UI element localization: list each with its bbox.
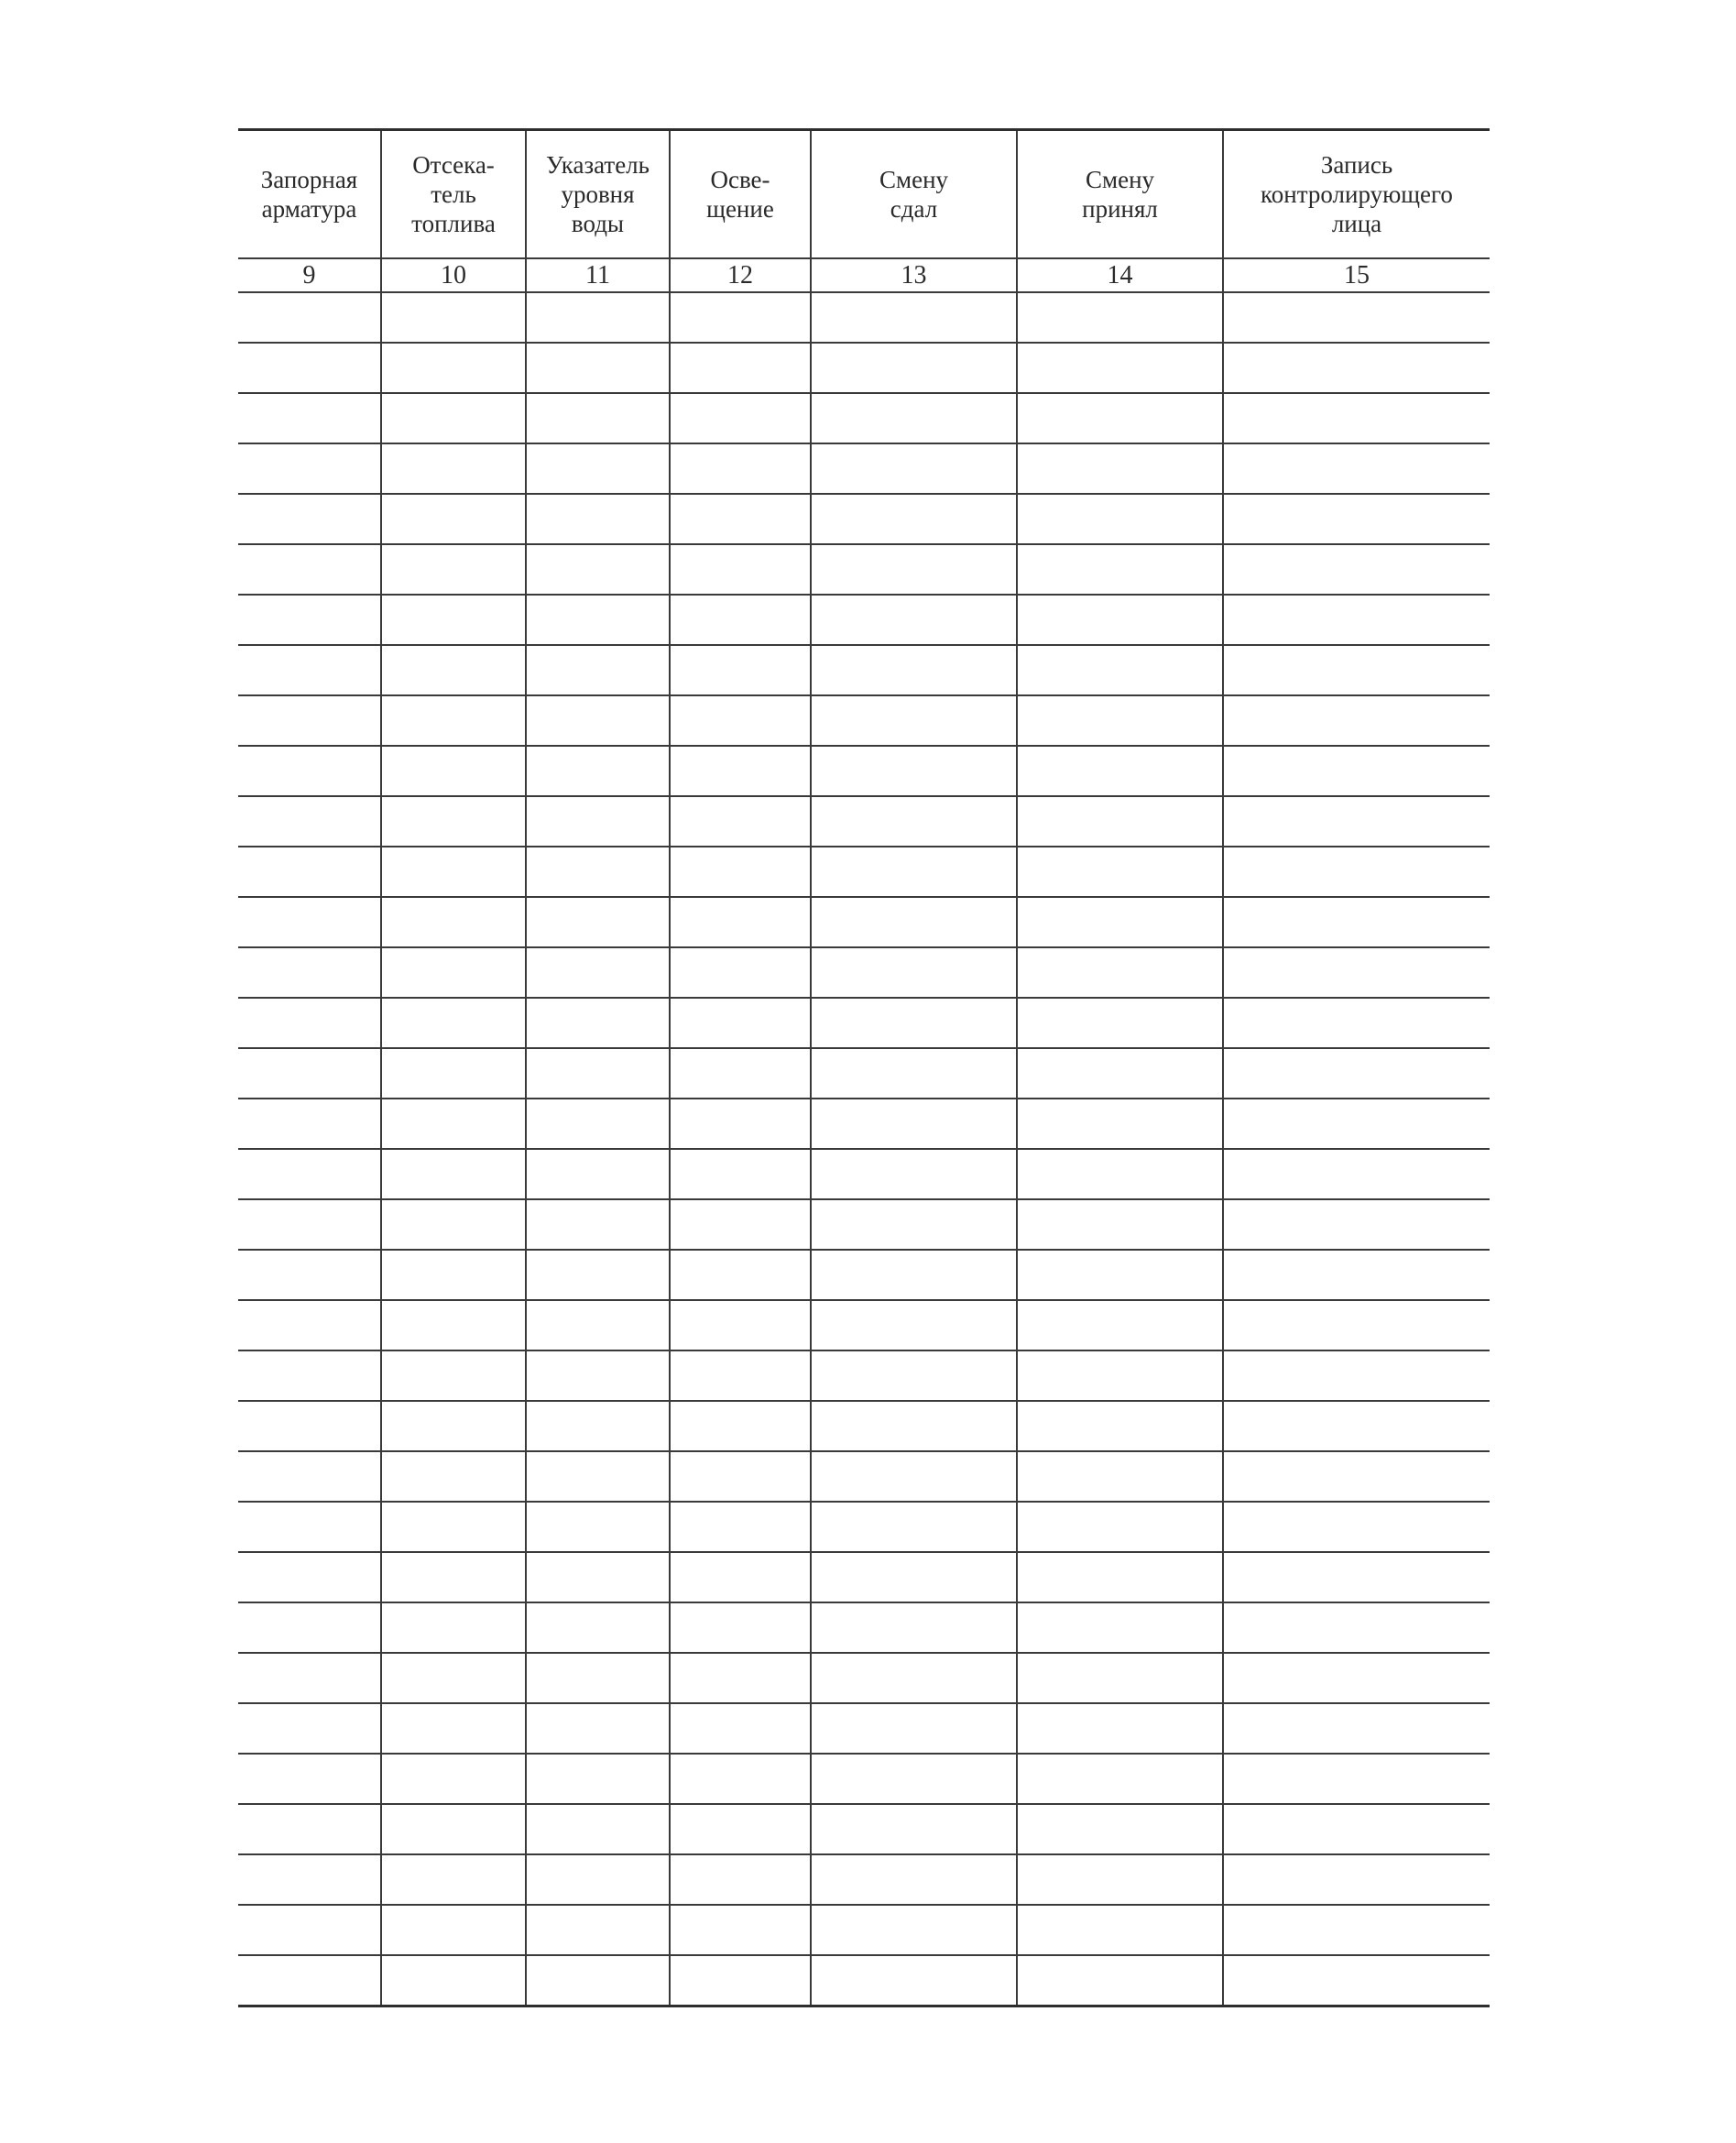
table-cell[interactable] <box>1017 746 1223 796</box>
table-row <box>238 1703 1490 1754</box>
table-row <box>238 1502 1490 1552</box>
table-cell[interactable] <box>381 695 526 746</box>
table-row <box>238 1451 1490 1502</box>
table-row <box>238 746 1490 796</box>
table-cell[interactable] <box>1223 343 1490 393</box>
header-cell-lighting <box>670 130 811 259</box>
table-row <box>238 1199 1490 1250</box>
table-cell[interactable] <box>811 1602 1017 1653</box>
table-cell[interactable] <box>526 947 670 998</box>
table-cell[interactable] <box>238 393 381 443</box>
header-label: Запись контролирующего лица <box>1261 151 1453 237</box>
table-cell[interactable] <box>1223 393 1490 443</box>
table-cell[interactable] <box>1017 1300 1223 1350</box>
table-cell[interactable] <box>381 1048 526 1099</box>
table-cell[interactable] <box>238 695 381 746</box>
table-cell[interactable] <box>381 897 526 947</box>
table-cell[interactable] <box>381 494 526 544</box>
table-row <box>238 1149 1490 1199</box>
table-cell[interactable] <box>1223 1804 1490 1854</box>
table-cell[interactable] <box>238 1854 381 1905</box>
table-cell[interactable] <box>238 847 381 897</box>
table-cell[interactable] <box>1017 544 1223 595</box>
table-cell[interactable] <box>811 1804 1017 1854</box>
table-row <box>238 1099 1490 1149</box>
table-row <box>238 595 1490 645</box>
table-cell[interactable] <box>811 1250 1017 1300</box>
table-cell[interactable] <box>1223 1854 1490 1905</box>
table-cell[interactable] <box>381 1451 526 1502</box>
table-cell[interactable] <box>1017 443 1223 494</box>
table-cell[interactable] <box>1017 998 1223 1048</box>
table-cell[interactable] <box>238 343 381 393</box>
table-cell[interactable] <box>1017 1048 1223 1099</box>
table-cell[interactable] <box>1017 897 1223 947</box>
table-cell[interactable] <box>1017 1552 1223 1602</box>
table-cell[interactable] <box>1017 1854 1223 1905</box>
table-cell[interactable] <box>1017 1955 1223 2006</box>
table-cell[interactable] <box>238 1048 381 1099</box>
table-cell[interactable] <box>1223 595 1490 645</box>
table-cell[interactable] <box>238 595 381 645</box>
table-cell[interactable] <box>1017 796 1223 847</box>
table-cell[interactable] <box>811 746 1017 796</box>
table-cell[interactable] <box>526 796 670 847</box>
column-number: 10 <box>381 258 526 292</box>
table-row <box>238 847 1490 897</box>
table-cell[interactable] <box>670 1955 811 2006</box>
table-cell[interactable] <box>526 1149 670 1199</box>
table-cell[interactable] <box>381 1804 526 1854</box>
table-cell[interactable] <box>381 1854 526 1905</box>
table-cell[interactable] <box>670 1754 811 1804</box>
table-cell[interactable] <box>1223 847 1490 897</box>
table-cell[interactable] <box>381 1099 526 1149</box>
table-cell[interactable] <box>526 443 670 494</box>
table-row <box>238 1350 1490 1401</box>
table-cell[interactable] <box>1223 1905 1490 1955</box>
table-cell[interactable] <box>811 1502 1017 1552</box>
table-cell[interactable] <box>811 1199 1017 1250</box>
table-cell[interactable] <box>1017 1905 1223 1955</box>
table-row <box>238 1602 1490 1653</box>
table-cell[interactable] <box>238 796 381 847</box>
table-cell[interactable] <box>381 1199 526 1250</box>
table-cell[interactable] <box>1223 695 1490 746</box>
header-cell-inspector-record <box>1223 130 1490 259</box>
table-cell[interactable] <box>1223 947 1490 998</box>
column-number: 15 <box>1223 258 1490 292</box>
table-row <box>238 1754 1490 1804</box>
table-cell[interactable] <box>381 847 526 897</box>
table-cell[interactable] <box>381 343 526 393</box>
table-cell[interactable] <box>1017 695 1223 746</box>
table-cell[interactable] <box>811 1955 1017 2006</box>
header-label: Смену принял <box>1082 166 1158 223</box>
table-cell[interactable] <box>1223 1149 1490 1199</box>
table-row <box>238 998 1490 1048</box>
table-cell[interactable] <box>238 443 381 494</box>
table-cell[interactable] <box>1017 1199 1223 1250</box>
table-row <box>238 947 1490 998</box>
table-cell[interactable] <box>670 1602 811 1653</box>
table-row <box>238 393 1490 443</box>
table-cell[interactable] <box>526 1602 670 1653</box>
column-number: 9 <box>238 258 381 292</box>
table-cell[interactable] <box>526 1905 670 1955</box>
table-cell[interactable] <box>381 544 526 595</box>
table-row <box>238 1955 1490 2006</box>
table-cell[interactable] <box>381 1149 526 1199</box>
table-cell[interactable] <box>811 1350 1017 1401</box>
table-cell[interactable] <box>811 947 1017 998</box>
table-cell[interactable] <box>1223 645 1490 695</box>
table-cell[interactable] <box>381 1552 526 1602</box>
table-cell[interactable] <box>670 343 811 393</box>
table-cell[interactable] <box>1223 1401 1490 1451</box>
table-cell[interactable] <box>1223 746 1490 796</box>
table-cell[interactable] <box>526 847 670 897</box>
table-cell[interactable] <box>381 1703 526 1754</box>
table-cell[interactable] <box>670 1300 811 1350</box>
table-cell[interactable] <box>526 595 670 645</box>
table-cell[interactable] <box>526 1099 670 1149</box>
table-cell[interactable] <box>811 1048 1017 1099</box>
table-row <box>238 292 1490 343</box>
table-cell[interactable] <box>811 1905 1017 1955</box>
table-cell[interactable] <box>811 1703 1017 1754</box>
table-cell[interactable] <box>811 443 1017 494</box>
table-cell[interactable] <box>526 292 670 343</box>
table-cell[interactable] <box>1017 1451 1223 1502</box>
table-cell[interactable] <box>238 746 381 796</box>
table-row <box>238 343 1490 393</box>
table-cell[interactable] <box>1223 544 1490 595</box>
table-cell[interactable] <box>526 1350 670 1401</box>
table-cell[interactable] <box>811 1401 1017 1451</box>
table-cell[interactable] <box>381 947 526 998</box>
header-cell-shift-handed-over <box>811 130 1017 259</box>
table-cell[interactable] <box>670 998 811 1048</box>
table-cell[interactable] <box>1017 1703 1223 1754</box>
table-cell[interactable] <box>1017 1754 1223 1804</box>
header-cell-shift-accepted <box>1017 130 1223 259</box>
table-cell[interactable] <box>670 1804 811 1854</box>
table-cell[interactable] <box>381 998 526 1048</box>
table-cell[interactable] <box>526 1653 670 1703</box>
table-cell[interactable] <box>381 443 526 494</box>
table-cell[interactable] <box>238 1653 381 1703</box>
header-cell-shutoff-valves <box>238 130 381 259</box>
table-cell[interactable] <box>381 1653 526 1703</box>
table-cell[interactable] <box>526 1552 670 1602</box>
table-cell[interactable] <box>381 1955 526 2006</box>
table-cell[interactable] <box>381 1905 526 1955</box>
table-cell[interactable] <box>526 1300 670 1350</box>
log-table <box>238 128 1490 2007</box>
table-cell[interactable] <box>1017 1401 1223 1451</box>
table-cell[interactable] <box>1017 292 1223 343</box>
table-cell[interactable] <box>381 746 526 796</box>
table-cell[interactable] <box>670 645 811 695</box>
table-row <box>238 443 1490 494</box>
table-cell[interactable] <box>381 1350 526 1401</box>
table-cell[interactable] <box>238 494 381 544</box>
table-cell[interactable] <box>1017 393 1223 443</box>
header-cell-water-level-indicator <box>526 130 670 259</box>
table-cell[interactable] <box>1017 595 1223 645</box>
column-number: 12 <box>670 258 811 292</box>
column-number-row <box>238 258 1490 292</box>
table-cell[interactable] <box>381 1602 526 1653</box>
table-cell[interactable] <box>238 1350 381 1401</box>
table-cell[interactable] <box>670 847 811 897</box>
table-cell[interactable] <box>811 544 1017 595</box>
table-cell[interactable] <box>670 1502 811 1552</box>
table-cell[interactable] <box>238 1905 381 1955</box>
table-cell[interactable] <box>811 494 1017 544</box>
table-cell[interactable] <box>1223 1048 1490 1099</box>
table-cell[interactable] <box>526 393 670 443</box>
table-cell[interactable] <box>526 1048 670 1099</box>
table-cell[interactable] <box>1017 1250 1223 1300</box>
table-cell[interactable] <box>526 897 670 947</box>
table-cell[interactable] <box>1223 1300 1490 1350</box>
table-cell[interactable] <box>238 897 381 947</box>
table-cell[interactable] <box>1223 1250 1490 1300</box>
header-label: Запорная арматура <box>260 166 358 223</box>
table-cell[interactable] <box>1017 1804 1223 1854</box>
table-cell[interactable] <box>238 1099 381 1149</box>
table-cell[interactable] <box>1017 1653 1223 1703</box>
table-cell[interactable] <box>670 1653 811 1703</box>
table-cell[interactable] <box>1223 443 1490 494</box>
table-row <box>238 1653 1490 1703</box>
table-cell[interactable] <box>1017 947 1223 998</box>
table-cell[interactable] <box>1223 897 1490 947</box>
table-row <box>238 1854 1490 1905</box>
table-cell[interactable] <box>1017 1149 1223 1199</box>
table-cell[interactable] <box>670 443 811 494</box>
table-cell[interactable] <box>1017 494 1223 544</box>
column-number: 11 <box>526 258 670 292</box>
table-row <box>238 695 1490 746</box>
table-cell[interactable] <box>1223 796 1490 847</box>
table-cell[interactable] <box>1223 292 1490 343</box>
table-cell[interactable] <box>526 998 670 1048</box>
table-cell[interactable] <box>1223 998 1490 1048</box>
table-cell[interactable] <box>811 1099 1017 1149</box>
table-cell[interactable] <box>670 1350 811 1401</box>
table-cell[interactable] <box>238 1300 381 1350</box>
table-cell[interactable] <box>670 544 811 595</box>
table-cell[interactable] <box>238 1804 381 1854</box>
table-cell[interactable] <box>1223 494 1490 544</box>
table-cell[interactable] <box>811 998 1017 1048</box>
table-cell[interactable] <box>811 1451 1017 1502</box>
table-cell[interactable] <box>526 1804 670 1854</box>
table-cell[interactable] <box>670 1250 811 1300</box>
table-cell[interactable] <box>1223 1502 1490 1552</box>
table-cell[interactable] <box>1017 1099 1223 1149</box>
table-cell[interactable] <box>811 1653 1017 1703</box>
table-cell[interactable] <box>1223 1703 1490 1754</box>
table-cell[interactable] <box>811 1854 1017 1905</box>
table-cell[interactable] <box>526 1754 670 1804</box>
table-cell[interactable] <box>381 645 526 695</box>
table-cell[interactable] <box>811 1149 1017 1199</box>
table-cell[interactable] <box>811 343 1017 393</box>
table-cell[interactable] <box>238 1199 381 1250</box>
table-cell[interactable] <box>811 695 1017 746</box>
table-cell[interactable] <box>670 897 811 947</box>
table-cell[interactable] <box>526 1502 670 1552</box>
table-cell[interactable] <box>238 1401 381 1451</box>
table-row <box>238 1048 1490 1099</box>
header-label: Осве- щение <box>706 166 774 223</box>
table-cell[interactable] <box>238 1149 381 1199</box>
column-number: 13 <box>811 258 1017 292</box>
table-row <box>238 897 1490 947</box>
table-cell[interactable] <box>670 494 811 544</box>
table-cell[interactable] <box>670 1905 811 1955</box>
table-cell[interactable] <box>526 1401 670 1451</box>
table-cell[interactable] <box>381 796 526 847</box>
table-cell[interactable] <box>526 343 670 393</box>
column-number: 14 <box>1017 258 1223 292</box>
table-cell[interactable] <box>526 1199 670 1250</box>
table-cell[interactable] <box>670 595 811 645</box>
table-cell[interactable] <box>238 998 381 1048</box>
table-row <box>238 796 1490 847</box>
table-cell[interactable] <box>1223 1199 1490 1250</box>
table-cell[interactable] <box>670 796 811 847</box>
table-cell[interactable] <box>1223 1602 1490 1653</box>
table-cell[interactable] <box>381 595 526 645</box>
table-cell[interactable] <box>381 1401 526 1451</box>
table-cell[interactable] <box>811 393 1017 443</box>
table-cell[interactable] <box>1223 1552 1490 1602</box>
table-cell[interactable] <box>811 1552 1017 1602</box>
table-cell[interactable] <box>526 1250 670 1300</box>
header-cell-fuel-cutoff <box>381 130 526 259</box>
table-cell[interactable] <box>1223 1955 1490 2006</box>
table-cell[interactable] <box>670 1703 811 1754</box>
table-cell[interactable] <box>526 494 670 544</box>
table-body <box>238 292 1490 2006</box>
table-cell[interactable] <box>238 1754 381 1804</box>
table-cell[interactable] <box>670 947 811 998</box>
table-cell[interactable] <box>238 947 381 998</box>
table-cell[interactable] <box>238 292 381 343</box>
table-cell[interactable] <box>811 796 1017 847</box>
table-cell[interactable] <box>381 1502 526 1552</box>
table-cell[interactable] <box>526 1955 670 2006</box>
table-cell[interactable] <box>526 645 670 695</box>
header-label: Отсека- тель топлива <box>411 151 496 237</box>
table-cell[interactable] <box>670 1199 811 1250</box>
table-cell[interactable] <box>1223 1653 1490 1703</box>
table-cell[interactable] <box>381 1250 526 1300</box>
table-cell[interactable] <box>238 1451 381 1502</box>
table-row <box>238 645 1490 695</box>
table-cell[interactable] <box>238 1602 381 1653</box>
table-cell[interactable] <box>811 292 1017 343</box>
table-cell[interactable] <box>1017 1502 1223 1552</box>
table-cell[interactable] <box>670 393 811 443</box>
table-cell[interactable] <box>526 746 670 796</box>
table-cell[interactable] <box>811 645 1017 695</box>
table-cell[interactable] <box>381 1300 526 1350</box>
table-cell[interactable] <box>238 1552 381 1602</box>
table-cell[interactable] <box>1223 1451 1490 1502</box>
table-cell[interactable] <box>670 1451 811 1502</box>
table-cell[interactable] <box>811 595 1017 645</box>
table-cell[interactable] <box>811 897 1017 947</box>
table-cell[interactable] <box>238 1703 381 1754</box>
table-cell[interactable] <box>670 1401 811 1451</box>
table-cell[interactable] <box>670 746 811 796</box>
table-cell[interactable] <box>1017 645 1223 695</box>
table-cell[interactable] <box>526 544 670 595</box>
table-cell[interactable] <box>381 393 526 443</box>
table-cell[interactable] <box>1017 1602 1223 1653</box>
header-row <box>238 130 1490 259</box>
table-cell[interactable] <box>381 292 526 343</box>
table-cell[interactable] <box>526 1451 670 1502</box>
table-row <box>238 1905 1490 1955</box>
table-cell[interactable] <box>670 292 811 343</box>
table-cell[interactable] <box>670 1552 811 1602</box>
table-cell[interactable] <box>1017 343 1223 393</box>
table-cell[interactable] <box>1223 1754 1490 1804</box>
table-cell[interactable] <box>526 1854 670 1905</box>
table-cell[interactable] <box>811 847 1017 897</box>
table-row <box>238 494 1490 544</box>
table-cell[interactable] <box>381 1754 526 1804</box>
table-cell[interactable] <box>1017 1350 1223 1401</box>
table-cell[interactable] <box>526 1703 670 1754</box>
table-cell[interactable] <box>670 1149 811 1199</box>
table-row <box>238 1552 1490 1602</box>
table-row <box>238 1300 1490 1350</box>
table-row <box>238 544 1490 595</box>
header-label: Смену сдал <box>879 166 949 223</box>
table-cell[interactable] <box>670 1854 811 1905</box>
table-cell[interactable] <box>1223 1350 1490 1401</box>
table-cell[interactable] <box>670 1048 811 1099</box>
table-cell[interactable] <box>238 1955 381 2006</box>
table-cell[interactable] <box>238 645 381 695</box>
table-cell[interactable] <box>526 695 670 746</box>
header-label: Указатель уровня воды <box>546 151 650 237</box>
table-cell[interactable] <box>670 695 811 746</box>
table-cell[interactable] <box>1017 847 1223 897</box>
table-cell[interactable] <box>811 1754 1017 1804</box>
table-cell[interactable] <box>238 1502 381 1552</box>
table-cell[interactable] <box>811 1300 1017 1350</box>
table-row <box>238 1804 1490 1854</box>
table-row <box>238 1401 1490 1451</box>
table-cell[interactable] <box>238 1250 381 1300</box>
table-cell[interactable] <box>238 544 381 595</box>
table-cell[interactable] <box>670 1099 811 1149</box>
table-cell[interactable] <box>1223 1099 1490 1149</box>
table-row <box>238 1250 1490 1300</box>
